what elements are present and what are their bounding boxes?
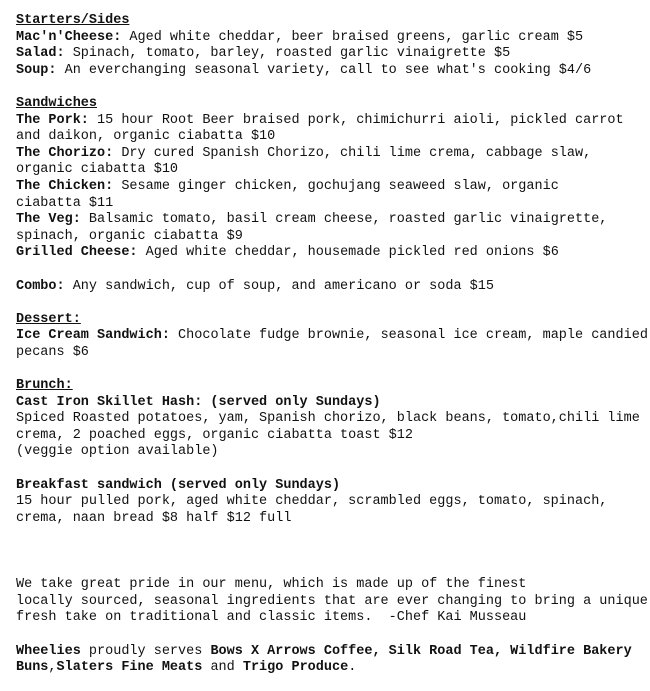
item-desc: Balsamic tomato, basil cream cheese, roasted garlic vinaigrette, (80, 212, 608, 228)
item-name: Salad: (16, 46, 65, 62)
partners-text: proudly serves (80, 643, 211, 659)
menu-item-veg (16, 212, 642, 229)
item-name: The Chicken: (16, 178, 114, 194)
item-name: Grilled Cheese: (16, 245, 138, 261)
partners-and: and (202, 660, 243, 676)
menu-item-breakfast-sandwich-desc-2: crema, naan bread $8 half $12 full (16, 510, 292, 526)
partners-comma: , (48, 660, 57, 676)
menu-item-veg-cont: spinach, organic ciabatta $9 (16, 228, 243, 244)
item-name: Combo: (16, 278, 65, 294)
item-name: Mac'n'Cheese: (16, 29, 122, 45)
item-name: The Chorizo: (16, 145, 114, 161)
item-name: Ice Cream Sandwich: (16, 328, 170, 344)
item-name: The Veg: (16, 212, 81, 228)
menu-item-hash-title (16, 395, 642, 412)
menu-item-pork (16, 113, 642, 130)
item-desc: Sesame ginger chicken, gochujang seaweed slaw, organic (113, 178, 559, 194)
item-name: The Pork: (16, 112, 89, 128)
menu-item-breakfast-sandwich-desc-1: 15 hour pulled pork, aged white cheddar, scrambled eggs, tomato, spinach, (16, 494, 608, 510)
about-line-1: We take great pride in our menu, which is made up of the finest (16, 577, 527, 593)
menu-item-combo (16, 279, 642, 296)
menu-item-chorizo (16, 146, 642, 163)
menu-content (16, 13, 648, 677)
partners-period: . (348, 660, 357, 676)
menu-item-hash-desc-1: Spiced Roasted potatoes, yam, Spanish chorizo, black beans, tomato,chili lime (16, 411, 640, 427)
item-desc: Aged white cheddar, beer braised greens, garlic cream $5 (121, 29, 584, 45)
item-desc: An everchanging seasonal variety, call to see what's cooking $4/6 (56, 62, 592, 78)
menu-item-macncheese (16, 30, 642, 47)
menu-item-chorizo-cont: organic ciabatta $10 (16, 162, 179, 178)
starters-title: Starters/Sides (16, 13, 130, 28)
menu-item-ice-cream-cont: pecans $6 (16, 344, 89, 360)
menu-item-chicken-cont: ciabatta $11 (16, 195, 114, 211)
partner-names: Bows X Arrows Coffee, Silk Road Tea, Wildfire Bakery (210, 643, 632, 659)
brand-wheelies: Wheelies (16, 643, 81, 659)
menu-item-hash-desc-2: crema, 2 poached eggs, organic ciabatta toast $12 (16, 427, 413, 443)
item-name: Breakfast sandwich (served only Sundays) (16, 477, 341, 493)
sandwiches-title: Sandwiches (16, 95, 98, 111)
item-name: Cast Iron Skillet Hash: (served only Sundays) (16, 394, 381, 410)
item-desc: Any sandwich, cup of soup, and americano or soda $15 (64, 278, 494, 294)
about-line-3: fresh take on traditional and classic items. -Chef Kai Musseau (16, 610, 527, 626)
about-line-2: locally sourced, seasonal ingredients that are ever changing to bring a unique (16, 593, 648, 609)
item-desc: Chocolate fudge brownie, seasonal ice cream, maple candied (169, 328, 648, 344)
menu-item-soup (16, 63, 642, 80)
partner-buns: Buns (16, 660, 49, 676)
item-name: Soup: (16, 62, 57, 78)
brunch-title: Brunch: (16, 378, 73, 394)
menu-item-breakfast-sandwich-title (16, 478, 642, 495)
item-desc: Spinach, tomato, barley, roasted garlic vinaigrette $5 (64, 46, 511, 62)
menu-item-chicken (16, 179, 642, 196)
item-desc: Aged white cheddar, housemade pickled red onions $6 (137, 245, 559, 261)
menu-item-hash-desc-3: (veggie option available) (16, 444, 219, 460)
partners-line-1 (16, 644, 642, 661)
menu-item-pork-cont: and daikon, organic ciabatta $10 (16, 129, 276, 145)
partner-trigo: Trigo Produce (242, 660, 349, 676)
partner-slaters: Slaters Fine Meats (56, 660, 203, 676)
menu-item-ice-cream-sandwich (16, 328, 648, 345)
item-desc: Dry cured Spanish Chorizo, chili lime crema, cabbage slaw, (113, 145, 592, 161)
dessert-title: Dessert: (16, 311, 81, 327)
item-desc: 15 hour Root Beer braised pork, chimichurri aioli, pickled carrot (88, 112, 624, 128)
partners-line-2 (16, 660, 642, 677)
menu-item-salad (16, 46, 642, 63)
menu-item-grilled-cheese (16, 245, 642, 262)
